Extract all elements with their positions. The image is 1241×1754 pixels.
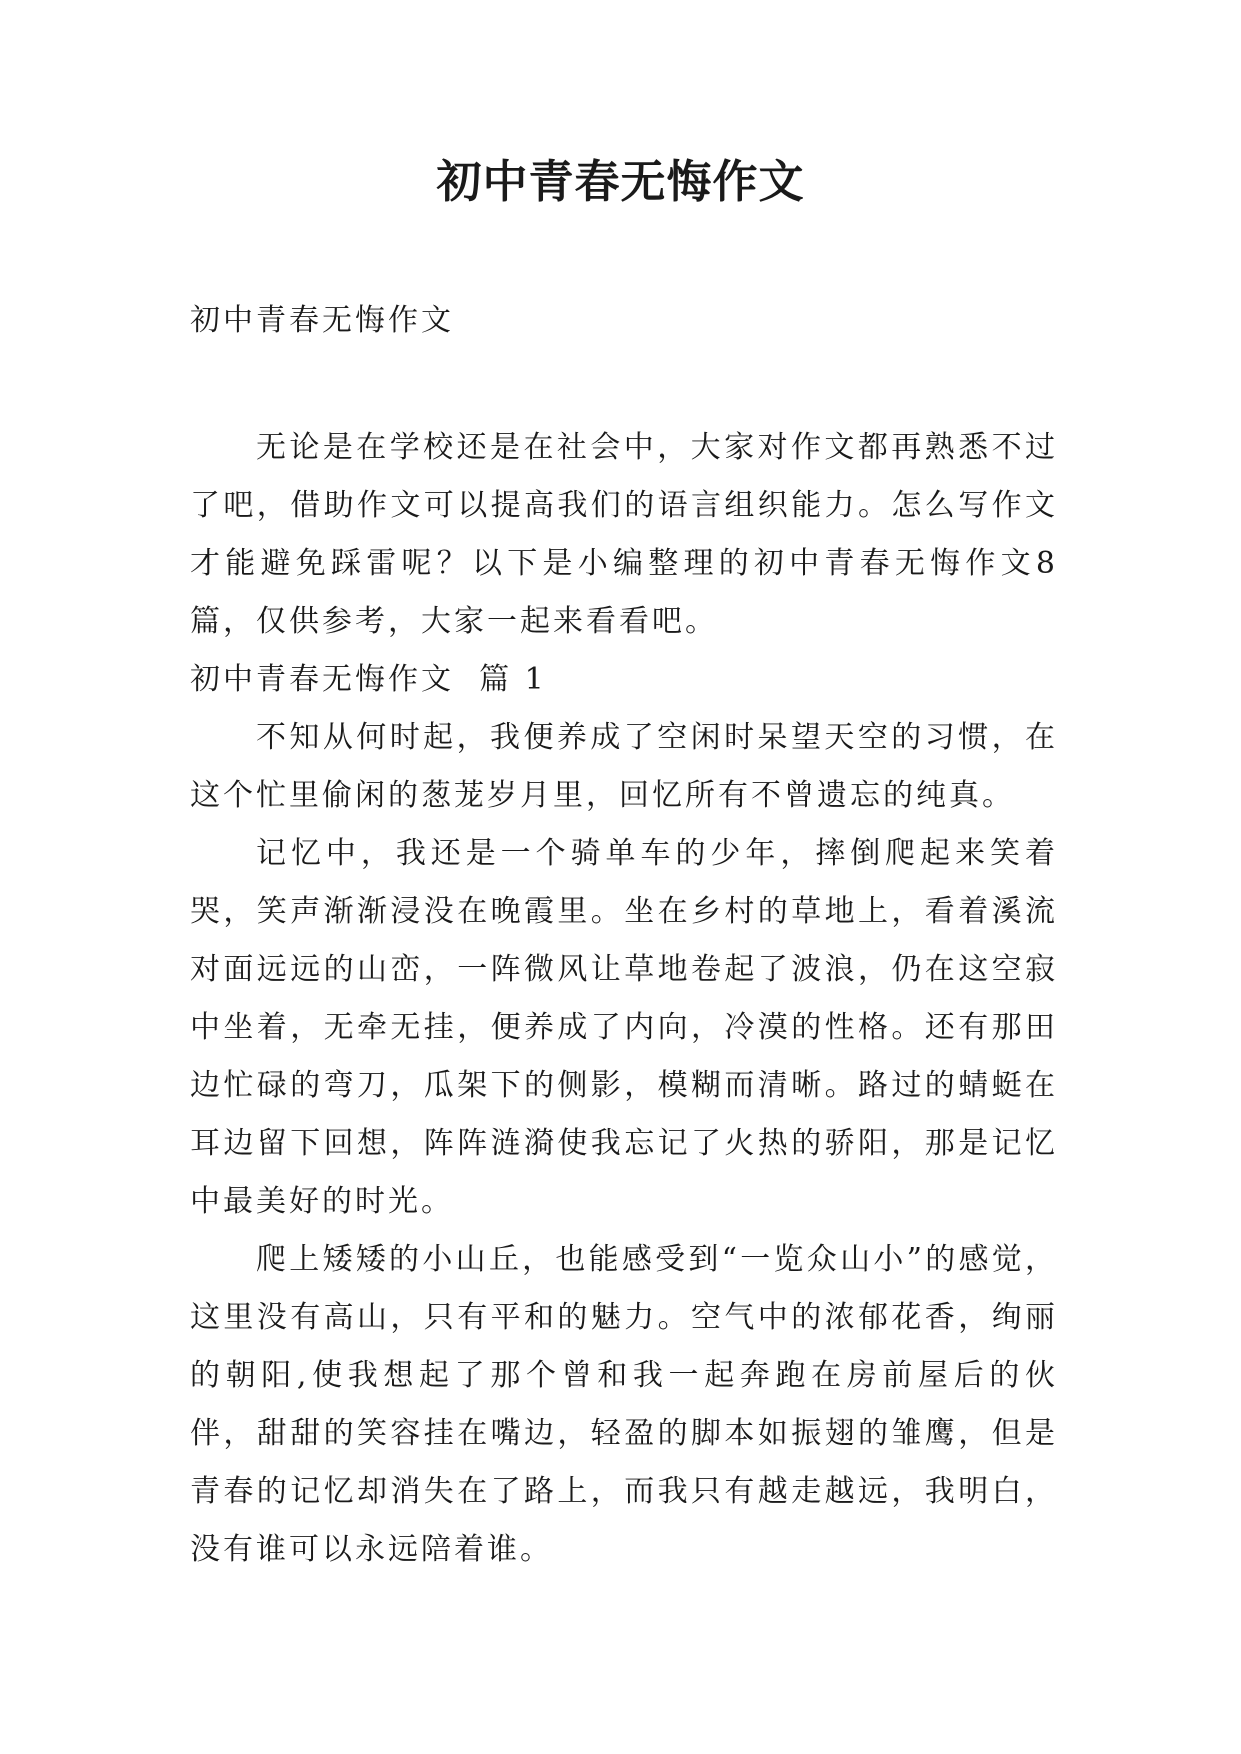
section-heading: 初中青春无悔作文 篇 1 bbox=[190, 662, 547, 697]
document-body bbox=[190, 292, 1058, 1579]
document-title: 初中青春无悔作文 bbox=[436, 155, 805, 208]
body-paragraph-1: 不知从何时起，我便养成了空闲时呆望天空的习惯，在这个忙里偷闲的葱茏岁月里，回忆所有不曾遗忘的纯真。 bbox=[190, 720, 1058, 813]
body-paragraph-2: 记忆中，我还是一个骑单车的少年，摔倒爬起来笑着哭，笑声渐渐浸没在晚霞里。坐在乡村的草地上，看着溪流对面远远的山峦，一阵微风让草地卷起了波浪，仍在这空寂中坐着，无牵无挂，便养成了内向，冷漠的性格。还有那田边忙碌的弯刀，瓜架下的侧影，模糊而清晰。路过的蜻蜓在耳边留下回想，阵阵涟漪使我忘记了火热的骄阳，那是记忆中最美好的时光。 bbox=[190, 836, 1058, 1219]
body-paragraph-3: 爬上矮矮的小山丘，也能感受到“一览众山小”的感觉，这里没有高山，只有平和的魅力。空气中的浓郁花香，绚丽的朝阳,使我想起了那个曾和我一起奔跑在房前屋后的伙伴，甜甜的笑容挂在嘴边，轻盈的脚本如振翅的雏鹰，但是青春的记忆却消失在了路上，而我只有越走越远，我明白，没有谁可以永远陪着谁。 bbox=[190, 1242, 1058, 1567]
intro-paragraph: 无论是在学校还是在社会中，大家对作文都再熟悉不过了吧，借助作文可以提高我们的语言组织能力。怎么写作文才能避免踩雷呢？以下是小编整理的初中青春无悔作文8篇，仅供参考，大家一起来看看吧。 bbox=[190, 430, 1058, 639]
document-subtitle: 初中青春无悔作文 bbox=[190, 303, 454, 338]
